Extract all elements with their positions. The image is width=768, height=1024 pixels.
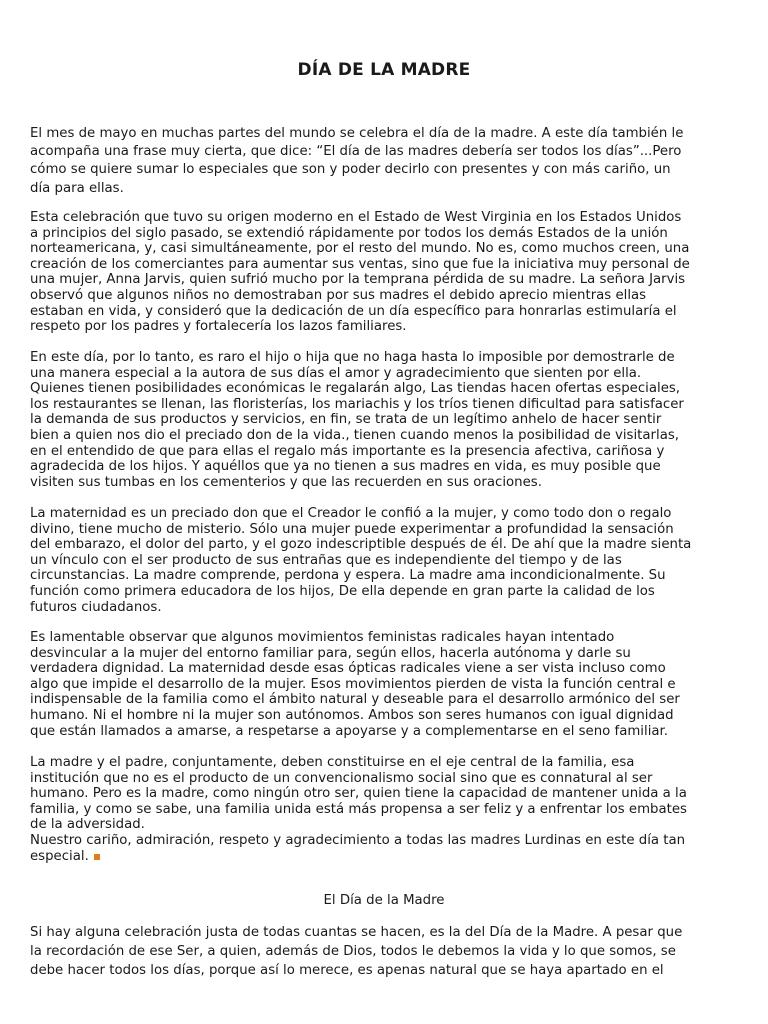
paragraph-family <box>30 755 738 864</box>
text-line: los restaurantes se llenan, las floristerías, los mariachis y los tríos tienen dificultad para satisfacer <box>30 396 684 412</box>
text-line: del embarazo, el dolor del parto, y el gozo indescriptible después de él. De ahí que la madre sienta <box>30 537 692 553</box>
text-line: futuros ciudadanos. <box>30 599 162 615</box>
text-line: creación de los comerciantes para aumentar sus ventas, sino que fue la iniciativa muy personal de <box>30 256 690 272</box>
text-line: Quienes tienen posibilidades económicas le regalarán algo, Las tiendas hacen ofertas especiales, <box>30 381 681 397</box>
text-line: verdadera dignidad. La maternidad desde esas ópticas radicales viene a ser vista incluso como <box>30 661 666 677</box>
text-line: una mujer, Anna Jarvis, quien sufrió mucho por la temprana pérdida de su madre. La señora Jarvis <box>30 272 686 288</box>
text-line: Es lamentable observar que algunos movimientos feministas radicales hayan intentado <box>30 630 615 645</box>
text-line: que están llamados a amarse, a respetarse a apoyarse y a complementarse en el seno familiar. <box>30 723 669 739</box>
text-line: norteamericana, y, casi simultáneamente, por el resto del mundo. No es, como muchos creen, una <box>30 241 690 257</box>
text-line: desvincular a la mujer del entorno familiar para, según ellos, hacerla autónoma y darle su <box>30 645 631 661</box>
text-line: en el entendido de que para ellas el regalo más importante es la presencia afectiva, cariñosa y <box>30 443 665 459</box>
text-line: indispensable de la familia como el ámbito natural y deseable para el desarrollo armónico del ser <box>30 692 680 708</box>
paragraph-celebration <box>30 350 738 490</box>
text-line-content: especial. <box>30 848 89 864</box>
text-line: divino, tiene mucho de misterio. Sólo una mujer puede experimentar a profundidad la sensación <box>30 521 674 537</box>
orange-square-icon <box>94 854 100 860</box>
text-line: La maternidad es un preciado don que el Creador le confió a la mujer, y como todo don o regalo <box>30 506 672 521</box>
text-line: La madre y el padre, conjuntamente, deben constituirse en el eje central de la familia, esa <box>30 755 635 770</box>
text-line: la demanda de sus productos y servicios, en fin, se trata de un legítimo anhelo de hacer sentir <box>30 412 662 428</box>
text-line: circunstancias. La madre comprende, perdona y espera. La madre ama incondicionalmente. Su <box>30 568 666 584</box>
text-line: estaban en vida, y consideró que la dedicación de un día específico para honrarlas estimularía el <box>30 303 677 319</box>
text-line: cómo se quiere sumar lo especiales que son y poder decirlo con presentes y con más cariño, un <box>30 162 671 178</box>
text-line: institución que no es el producto de un convencionalismo social sino que es connatural al ser <box>30 770 653 786</box>
text-line-last <box>30 849 738 865</box>
text-line: debe hacer todos los días, porque así lo merece, es apenas natural que se haya apartado en el <box>30 963 664 978</box>
text-line: El mes de mayo en muchas partes del mundo se celebra el día de la madre. A este día también le <box>30 126 684 141</box>
text-line: la recordación de ese Ser, a quien, además de Dios, todos le debemos la vida y lo que somos, se <box>30 944 676 959</box>
paragraph-intro <box>30 125 738 198</box>
text-line: una manera especial a la autora de sus días el amor y agradecimiento que sienten por ella. <box>30 365 642 381</box>
text-line: respeto por los padres y fortalecería los lazos familiares. <box>30 319 407 335</box>
text-line: acompaña una frase muy cierta, que dice: “El día de las madres debería ser todos los días”...Pero <box>30 144 682 160</box>
text-line: bien a quien nos dio el preciado don de la vida., tienen cuando menos la posibilidad de visitarlas, <box>30 427 680 443</box>
text-line: día para ellas. <box>30 180 124 196</box>
section-subtitle: El Día de la Madre <box>323 893 445 908</box>
text-line: visiten sus tumbas en los cementerios y que las recuerden en sus oraciones. <box>30 474 542 490</box>
paragraph-movements <box>30 630 738 739</box>
text-line: Esta celebración que tuvo su origen moderno en el Estado de West Virginia en los Estados Unidos <box>30 210 682 225</box>
text-line: observó que algunos niños no demostraban por sus madres el debido aprecio mientras ellas <box>30 287 647 303</box>
paragraph-origin <box>30 210 738 335</box>
text-line: familia, y como se sabe, una familia unida está más propensa a ser feliz y a enfrentar los embates <box>30 801 687 817</box>
text-line: humano. Pero es la madre, como ningún otro ser, quien tiene la capacidad de mantener unida a la <box>30 786 687 802</box>
paragraph-maternity <box>30 506 738 615</box>
text-line: un vínculo con el ser producto de sus entrañas que es independiente del tiempo y de las <box>30 552 622 568</box>
paragraph-second-article <box>30 923 738 980</box>
text-line: función como primera educadora de los hijos, De ella depende en gran parte la calidad de los <box>30 583 655 599</box>
document-title: DÍA DE LA MADRE <box>297 60 471 80</box>
text-line: Si hay alguna celebración justa de todas cuantas se hacen, es la del Día de la Madre. A pesar que <box>30 925 683 940</box>
text-line: algo que impide el desarrollo de la mujer. Esos movimientos pierden de vista la función central e <box>30 676 676 692</box>
text-line: a principios del siglo pasado, se extendió rápidamente por todos los demás Estados de la unión <box>30 225 668 241</box>
text-line: de la adversidad. <box>30 817 145 833</box>
text-line: humano. Ni el hombre ni la mujer son autónomos. Ambos son seres humanos con igual dignidad <box>30 707 674 723</box>
text-line: En este día, por lo tanto, es raro el hijo o hija que no haga hasta lo imposible por demostrarle de <box>30 350 675 365</box>
text-line: agradecida de los hijos. Y aquéllos que ya no tienen a sus madres en vida, es muy posible que <box>30 459 661 475</box>
text-line: Nuestro cariño, admiración, respeto y agradecimiento a todas las madres Lurdinas en este día tan <box>30 832 686 848</box>
